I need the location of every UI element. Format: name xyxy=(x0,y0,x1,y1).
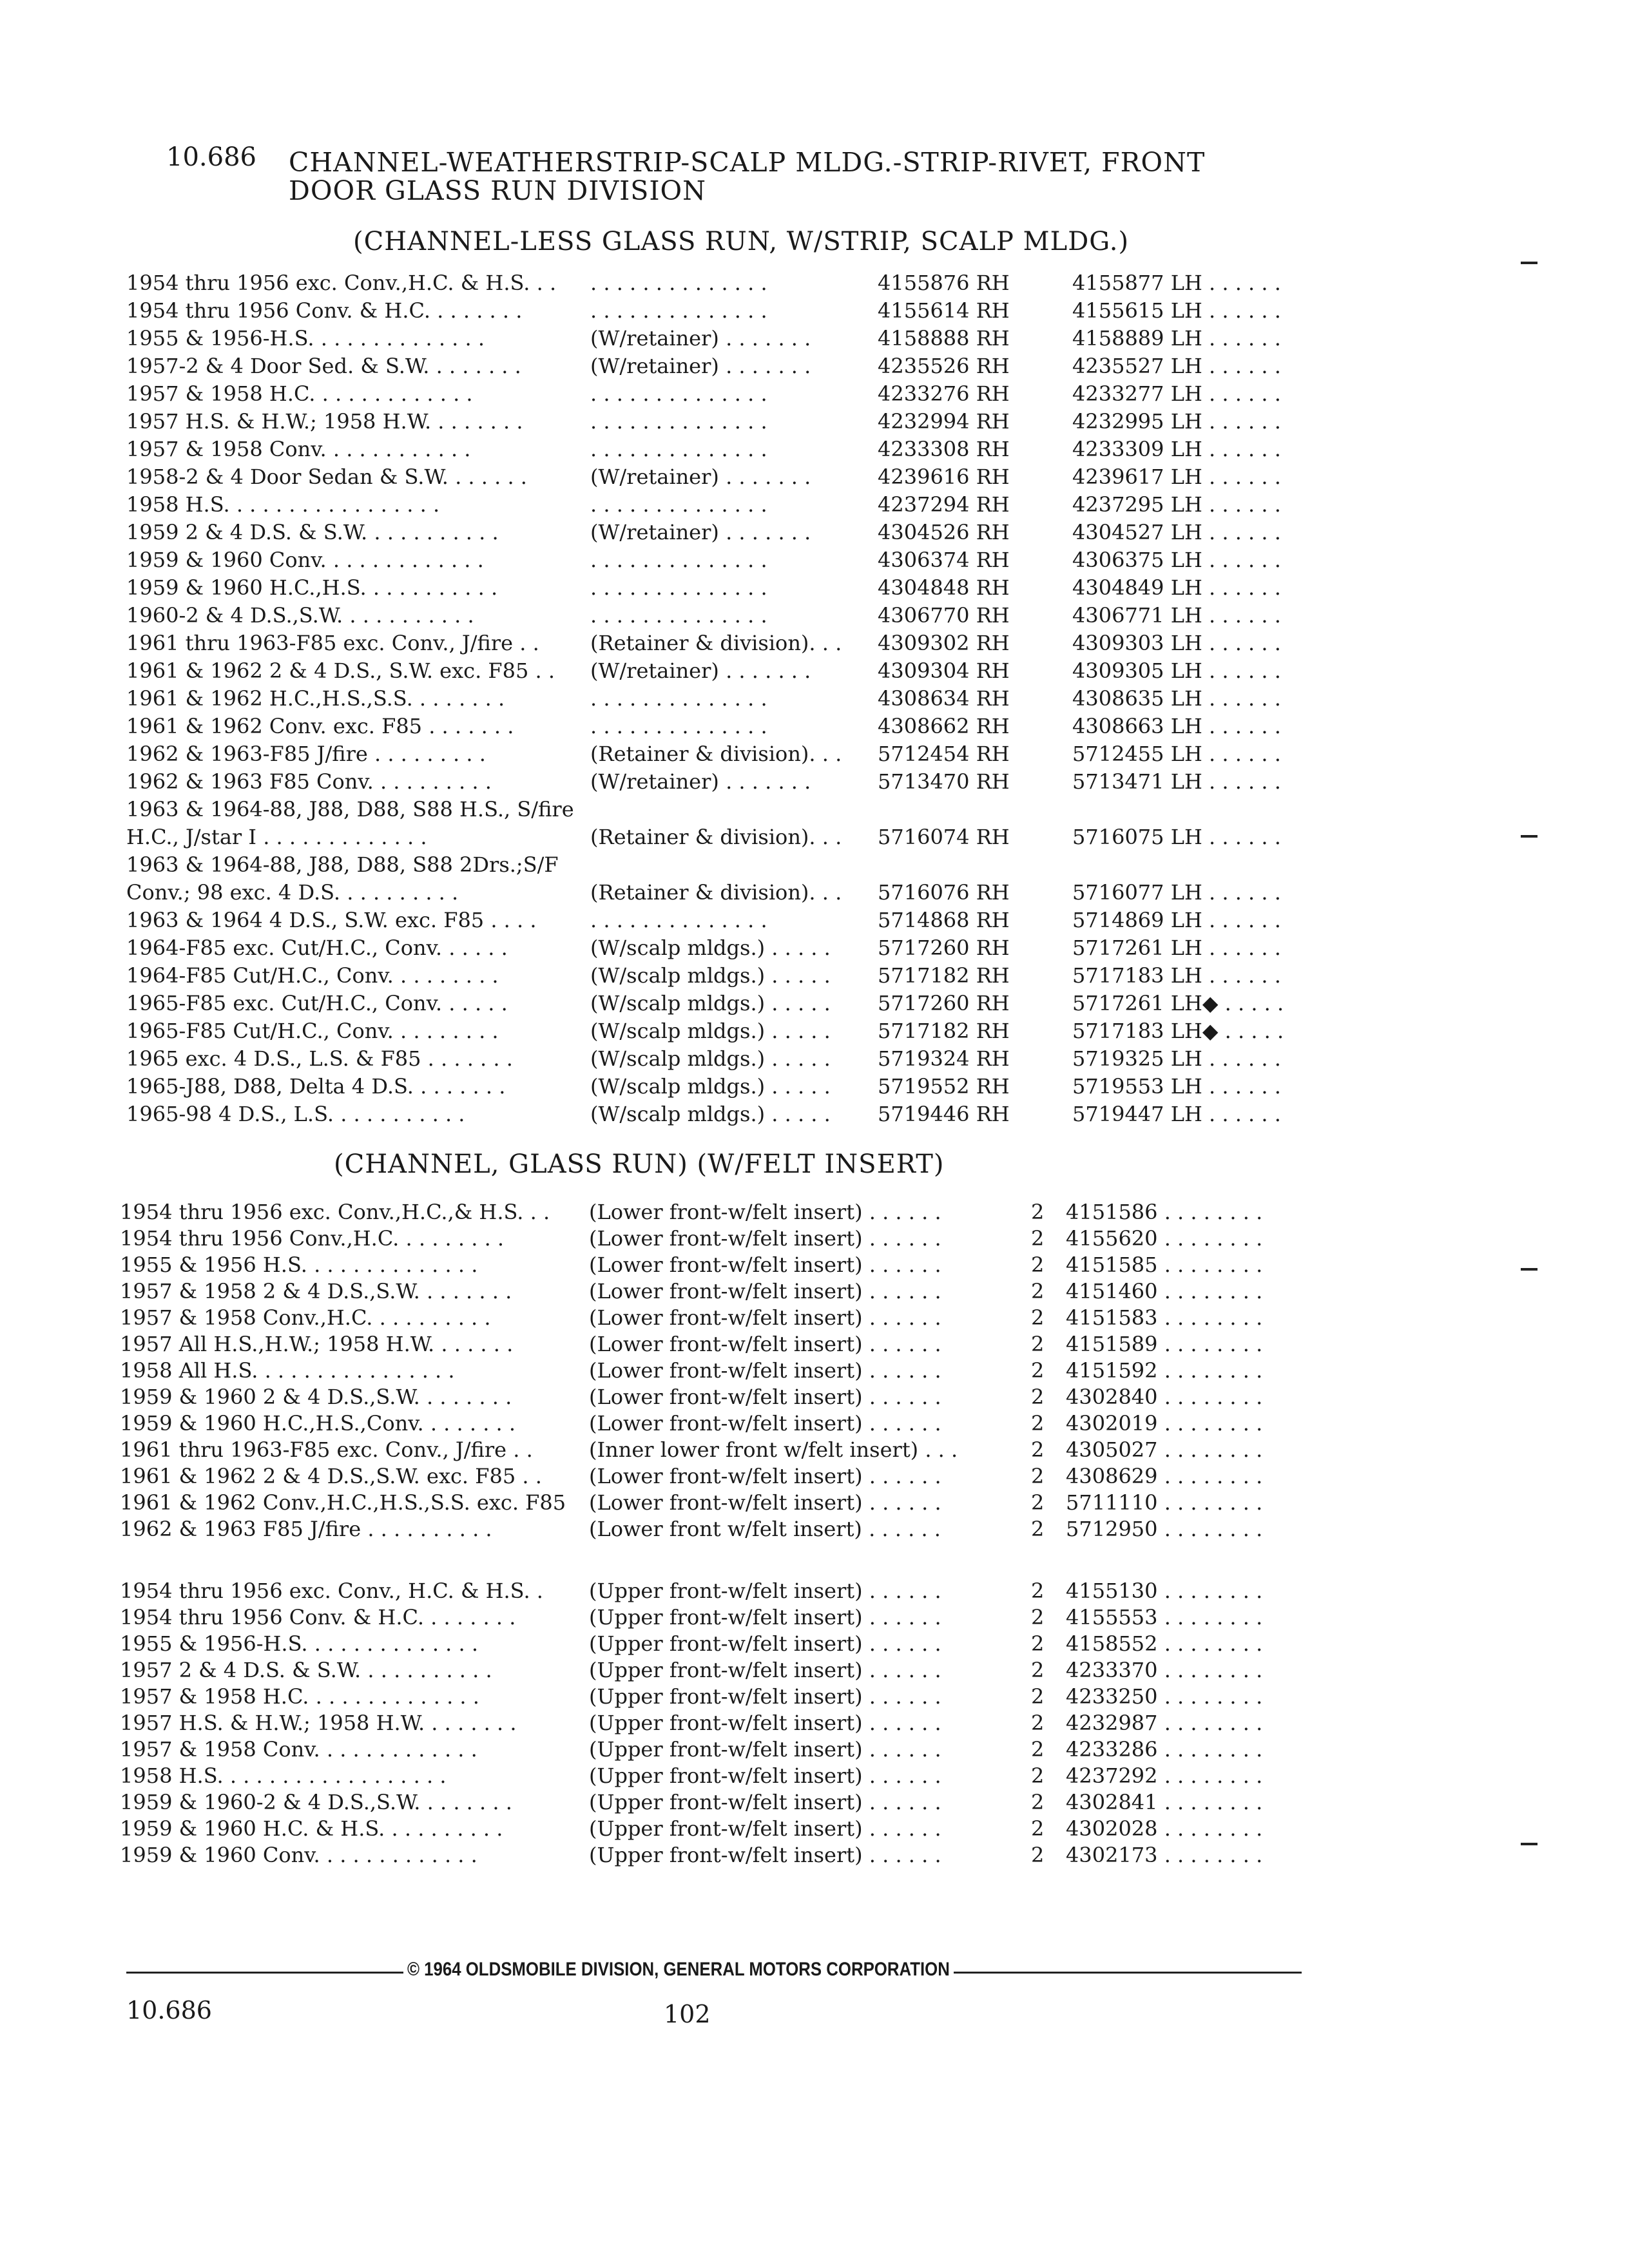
row-note: (Upper front-w/felt insert) . . . . . . xyxy=(589,1684,941,1709)
page-number: 102 xyxy=(664,2000,711,2028)
row-note: (W/retainer) . . . . . . . xyxy=(590,658,811,683)
row-quantity: 2 xyxy=(1031,1305,1045,1330)
row-model: 1958 H.S. . . . . . . . . . . . . . . . . . xyxy=(120,1763,447,1788)
row-model: 1965-F85 exc. Cut/H.C., Conv. . . . . . xyxy=(126,991,508,1015)
row-note: (W/retainer) . . . . . . . xyxy=(590,326,811,351)
row-model: 1959 & 1960 H.C. & H.S. . . . . . . . . . xyxy=(120,1816,503,1841)
row-model: 1959 & 1960-2 & 4 D.S.,S.W. . . . . . . . xyxy=(120,1790,512,1814)
row-model: 1964-F85 exc. Cut/H.C., Conv. . . . . . xyxy=(126,936,508,960)
table-row xyxy=(120,1790,1318,1816)
section2-title: (CHANNEL, GLASS RUN) (W/FELT INSERT) xyxy=(334,1149,945,1179)
row-part-number: 4155620 . . . . . . . . xyxy=(1066,1226,1263,1251)
row-note: . . . . . . . . . . . . . . xyxy=(590,686,767,711)
row-part-number: 4155130 . . . . . . . . xyxy=(1066,1579,1263,1603)
row-model: 1954 thru 1956 exc. Conv.,H.C. & H.S. . . xyxy=(126,271,557,295)
row-note: (Upper front-w/felt insert) . . . . . . xyxy=(589,1579,941,1603)
row-model: 1959 & 1960 2 & 4 D.S.,S.W. . . . . . . . xyxy=(120,1385,512,1409)
table-row xyxy=(126,908,1325,936)
row-part-number: 4151585 . . . . . . . . xyxy=(1066,1253,1263,1277)
row-rh-part: 4308634 RH xyxy=(878,686,1010,711)
row-model: 1957 H.S. & H.W.; 1958 H.W. . . . . . . . xyxy=(126,409,523,434)
row-rh-part: 5717260 RH xyxy=(878,991,1010,1015)
row-part-number: 5711110 . . . . . . . . xyxy=(1066,1490,1263,1515)
row-part-number: 4237292 . . . . . . . . xyxy=(1066,1763,1263,1788)
row-model: 1957 & 1958 2 & 4 D.S.,S.W. . . . . . . . xyxy=(120,1279,512,1303)
row-lh-part: 5717261 LH◆ . . . . . xyxy=(1072,991,1284,1015)
row-note: . . . . . . . . . . . . . . xyxy=(590,603,767,628)
row-lh-part: 4304849 LH . . . . . . xyxy=(1072,575,1281,600)
row-lh-part: 4233277 LH . . . . . . xyxy=(1072,381,1281,406)
row-rh-part: 5713470 RH xyxy=(878,769,1010,794)
row-note: (Lower front-w/felt insert) . . . . . . xyxy=(589,1226,941,1251)
row-note: (Upper front-w/felt insert) . . . . . . xyxy=(589,1605,941,1629)
row-model: 1959 2 & 4 D.S. & S.W. . . . . . . . . . . xyxy=(126,520,499,544)
row-quantity: 2 xyxy=(1031,1332,1045,1356)
table-row xyxy=(120,1737,1318,1763)
row-lh-part: 4309305 LH . . . . . . xyxy=(1072,658,1281,683)
row-lh-part: 5719447 LH . . . . . . xyxy=(1072,1102,1281,1126)
row-note: (Lower front-w/felt insert) . . . . . . xyxy=(589,1464,941,1488)
row-quantity: 2 xyxy=(1031,1385,1045,1409)
table-row xyxy=(120,1711,1318,1737)
row-part-number: 4151586 . . . . . . . . xyxy=(1066,1200,1263,1224)
row-model: 1961 thru 1963-F85 exc. Conv., J/fire . . xyxy=(120,1437,533,1462)
row-model-cont: H.C., J/star I . . . . . . . . . . . . . xyxy=(126,825,427,849)
row-part-number: 4232987 . . . . . . . . xyxy=(1066,1711,1263,1735)
row-part-number: 4302173 . . . . . . . . xyxy=(1066,1843,1263,1867)
row-lh-part: 5716075 LH . . . . . . xyxy=(1072,825,1281,849)
row-model: 1957 & 1958 Conv. . . . . . . . . . . . . xyxy=(120,1737,477,1762)
table-row xyxy=(120,1253,1318,1279)
row-model: 1954 thru 1956 Conv. & H.C. . . . . . . . xyxy=(126,298,523,323)
row-lh-part: 4304527 LH . . . . . . xyxy=(1072,520,1281,544)
table-row xyxy=(126,437,1325,465)
row-note: . . . . . . . . . . . . . . xyxy=(590,271,767,295)
section1-table xyxy=(126,271,1325,1129)
row-note: (Lower front-w/felt insert) . . . . . . xyxy=(589,1411,941,1436)
row-model: 1957 All H.S.,H.W.; 1958 H.W. . . . . . . xyxy=(120,1332,514,1356)
row-quantity: 2 xyxy=(1031,1490,1045,1515)
row-model: 1957 & 1958 Conv.,H.C. . . . . . . . . . xyxy=(120,1305,491,1330)
table-row xyxy=(126,714,1325,742)
row-model: 1957-2 & 4 Door Sed. & S.W. . . . . . . . xyxy=(126,354,521,378)
footer-rule-right xyxy=(954,1972,1302,1974)
row-model: 1959 & 1960 Conv. . . . . . . . . . . . . xyxy=(120,1843,477,1867)
row-quantity: 2 xyxy=(1031,1684,1045,1709)
row-part-number: 4151589 . . . . . . . . xyxy=(1066,1332,1263,1356)
row-part-number: 4305027 . . . . . . . . xyxy=(1066,1437,1263,1462)
row-quantity: 2 xyxy=(1031,1658,1045,1682)
table-row xyxy=(120,1200,1318,1226)
row-lh-part: 4308663 LH . . . . . . xyxy=(1072,714,1281,738)
row-quantity: 2 xyxy=(1031,1605,1045,1629)
row-lh-part: 4155615 LH . . . . . . xyxy=(1072,298,1281,323)
table-row xyxy=(126,326,1325,354)
row-lh-part: 4308635 LH . . . . . . xyxy=(1072,686,1281,711)
row-model: 1965-98 4 D.S., L.S. . . . . . . . . . . xyxy=(126,1102,465,1126)
row-quantity: 2 xyxy=(1031,1631,1045,1656)
row-lh-part: 5716077 LH . . . . . . xyxy=(1072,880,1281,905)
row-model: 1962 & 1963-F85 J/fire . . . . . . . . . xyxy=(126,742,486,766)
row-note: (Upper front-w/felt insert) . . . . . . xyxy=(589,1711,941,1735)
row-note: . . . . . . . . . . . . . . xyxy=(590,298,767,323)
row-note: . . . . . . . . . . . . . . xyxy=(590,908,767,932)
row-lh-part: 5717261 LH . . . . . . xyxy=(1072,936,1281,960)
heading-title-line1: CHANNEL-WEATHERSTRIP-SCALP MLDG.-STRIP-RIVET, FRONT xyxy=(289,147,1206,178)
table-row xyxy=(126,936,1325,963)
table-row xyxy=(120,1490,1318,1517)
table-row xyxy=(120,1358,1318,1385)
row-model: 1954 thru 1956 exc. Conv.,H.C.,& H.S. . . xyxy=(120,1200,550,1224)
row-rh-part: 4306374 RH xyxy=(878,548,1010,572)
row-note: (Lower front w/felt insert) . . . . . . xyxy=(589,1517,941,1541)
margin-mark xyxy=(1521,1843,1537,1845)
row-note: (W/retainer) . . . . . . . xyxy=(590,465,811,489)
table-row xyxy=(120,1411,1318,1437)
row-rh-part: 4308662 RH xyxy=(878,714,1010,738)
row-rh-part: 4158888 RH xyxy=(878,326,1010,351)
row-rh-part: 4309304 RH xyxy=(878,658,1010,683)
table-row xyxy=(126,271,1325,298)
row-model-cont: Conv.; 98 exc. 4 D.S. . . . . . . . . . xyxy=(126,880,459,905)
table-row xyxy=(126,769,1325,797)
section1-title: (CHANNEL-LESS GLASS RUN, W/STRIP, SCALP MLDG.) xyxy=(353,227,1130,256)
footer-copyright: © 1964 OLDSMOBILE DIVISION, GENERAL MOTORS CORPORATION xyxy=(407,1959,950,1980)
row-lh-part: 5717183 LH . . . . . . xyxy=(1072,963,1281,988)
row-model: 1961 & 1962 2 & 4 D.S.,S.W. exc. F85 . . xyxy=(120,1464,542,1488)
row-rh-part: 5717260 RH xyxy=(878,936,1010,960)
row-note: (Upper front-w/felt insert) . . . . . . xyxy=(589,1763,941,1788)
margin-mark xyxy=(1521,1268,1537,1271)
row-rh-part: 5716076 RH xyxy=(878,880,1010,905)
row-model: 1960-2 & 4 D.S.,S.W. . . . . . . . . . . xyxy=(126,603,474,628)
row-part-number: 4302840 . . . . . . . . xyxy=(1066,1385,1263,1409)
row-lh-part: 4306375 LH . . . . . . xyxy=(1072,548,1281,572)
row-model: 1965-F85 Cut/H.C., Conv. . . . . . . . . xyxy=(126,1019,499,1043)
row-lh-part: 4158889 LH . . . . . . xyxy=(1072,326,1281,351)
row-lh-part: 5719325 LH . . . . . . xyxy=(1072,1046,1281,1071)
table-row xyxy=(120,1437,1318,1464)
row-model: 1957 & 1958 H.C. . . . . . . . . . . . . xyxy=(126,381,473,406)
row-quantity: 2 xyxy=(1031,1279,1045,1303)
row-rh-part: 4232994 RH xyxy=(878,409,1010,434)
row-quantity: 2 xyxy=(1031,1843,1045,1867)
table-row xyxy=(126,548,1325,575)
row-model: 1963 & 1964-88, J88, D88, S88 H.S., S/fire xyxy=(126,797,574,822)
row-quantity: 2 xyxy=(1031,1517,1045,1541)
row-lh-part: 5712455 LH . . . . . . xyxy=(1072,742,1281,766)
row-part-number: 4308629 . . . . . . . . xyxy=(1066,1464,1263,1488)
row-quantity: 2 xyxy=(1031,1737,1045,1762)
row-part-number: 4302841 . . . . . . . . xyxy=(1066,1790,1263,1814)
row-note: (Lower front-w/felt insert) . . . . . . xyxy=(589,1358,941,1383)
row-lh-part: 5714869 LH . . . . . . xyxy=(1072,908,1281,932)
section3-table xyxy=(120,1579,1318,1869)
row-model: 1962 & 1963 F85 J/fire . . . . . . . . . . xyxy=(120,1517,492,1541)
row-model: 1959 & 1960 H.C.,H.S.,Conv. . . . . . . . xyxy=(120,1411,516,1436)
row-note: (W/scalp mldgs.) . . . . . xyxy=(590,1102,831,1126)
row-rh-part: 4155876 RH xyxy=(878,271,1010,295)
row-note: (W/scalp mldgs.) . . . . . xyxy=(590,936,831,960)
row-model: 1955 & 1956-H.S. . . . . . . . . . . . . . xyxy=(126,326,485,351)
row-note: (W/retainer) . . . . . . . xyxy=(590,354,811,378)
row-model: 1957 2 & 4 D.S. & S.W. . . . . . . . . . . xyxy=(120,1658,492,1682)
table-row xyxy=(126,631,1325,658)
row-note: (Lower front-w/felt insert) . . . . . . xyxy=(589,1332,941,1356)
table-row xyxy=(120,1464,1318,1490)
row-note: (Retainer & division). . . xyxy=(590,880,842,905)
row-lh-part: 4232995 LH . . . . . . xyxy=(1072,409,1281,434)
row-quantity: 2 xyxy=(1031,1816,1045,1841)
row-rh-part: 4306770 RH xyxy=(878,603,1010,628)
row-quantity: 2 xyxy=(1031,1226,1045,1251)
row-model: 1955 & 1956 H.S. . . . . . . . . . . . . . xyxy=(120,1253,478,1277)
row-lh-part: 4239617 LH . . . . . . xyxy=(1072,465,1281,489)
row-quantity: 2 xyxy=(1031,1411,1045,1436)
row-lh-part: 4237295 LH . . . . . . xyxy=(1072,492,1281,517)
table-row xyxy=(126,492,1325,520)
table-row xyxy=(126,409,1325,437)
row-rh-part: 5719324 RH xyxy=(878,1046,1010,1071)
row-rh-part: 5712454 RH xyxy=(878,742,1010,766)
row-part-number: 4302019 . . . . . . . . xyxy=(1066,1411,1263,1436)
row-lh-part: 4306771 LH . . . . . . xyxy=(1072,603,1281,628)
table-row xyxy=(120,1605,1318,1631)
row-part-number: 4151583 . . . . . . . . xyxy=(1066,1305,1263,1330)
row-lh-part: 4235527 LH . . . . . . xyxy=(1072,354,1281,378)
table-row xyxy=(126,1019,1325,1046)
row-model: 1958 H.S. . . . . . . . . . . . . . . . . xyxy=(126,492,440,517)
row-quantity: 2 xyxy=(1031,1790,1045,1814)
table-row xyxy=(126,603,1325,631)
table-row xyxy=(126,991,1325,1019)
row-note: . . . . . . . . . . . . . . xyxy=(590,575,767,600)
row-model: 1954 thru 1956 exc. Conv., H.C. & H.S. . xyxy=(120,1579,543,1603)
row-model: 1957 H.S. & H.W.; 1958 H.W. . . . . . . . xyxy=(120,1711,517,1735)
row-note: (Inner lower front w/felt insert) . . . xyxy=(589,1437,958,1462)
row-note: (Lower front-w/felt insert) . . . . . . xyxy=(589,1490,941,1515)
table-row xyxy=(126,686,1325,714)
row-quantity: 2 xyxy=(1031,1253,1045,1277)
row-part-number: 4158552 . . . . . . . . xyxy=(1066,1631,1263,1656)
table-row xyxy=(120,1816,1318,1843)
row-part-number: 4233286 . . . . . . . . xyxy=(1066,1737,1263,1762)
table-row xyxy=(126,298,1325,326)
table-row xyxy=(126,381,1325,409)
row-note: (W/retainer) . . . . . . . xyxy=(590,520,811,544)
row-model: 1961 thru 1963-F85 exc. Conv., J/fire . . xyxy=(126,631,539,655)
row-quantity: 2 xyxy=(1031,1358,1045,1383)
row-lh-part: 5713471 LH . . . . . . xyxy=(1072,769,1281,794)
row-note: (W/scalp mldgs.) . . . . . xyxy=(590,1046,831,1071)
row-rh-part: 4233308 RH xyxy=(878,437,1010,461)
row-part-number: 5712950 . . . . . . . . xyxy=(1066,1517,1263,1541)
table-row xyxy=(126,465,1325,492)
row-model: 1961 & 1962 2 & 4 D.S., S.W. exc. F85 . . xyxy=(126,658,555,683)
table-row xyxy=(126,852,1325,908)
row-note: (Upper front-w/felt insert) . . . . . . xyxy=(589,1658,941,1682)
table-row xyxy=(120,1305,1318,1332)
row-quantity: 2 xyxy=(1031,1464,1045,1488)
table-row xyxy=(120,1658,1318,1684)
row-note: . . . . . . . . . . . . . . xyxy=(590,548,767,572)
row-note: (Retainer & division). . . xyxy=(590,825,842,849)
row-model: 1954 thru 1956 Conv.,H.C. . . . . . . . . xyxy=(120,1226,505,1251)
section2-table xyxy=(120,1200,1318,1543)
row-model: 1959 & 1960 H.C.,H.S. . . . . . . . . . . xyxy=(126,575,498,600)
row-part-number: 4155553 . . . . . . . . xyxy=(1066,1605,1263,1629)
table-row xyxy=(120,1631,1318,1658)
row-model: 1961 & 1962 Conv. exc. F85 . . . . . . . xyxy=(126,714,514,738)
row-model: 1965 exc. 4 D.S., L.S. & F85 . . . . . . . xyxy=(126,1046,513,1071)
footer-section-number: 10.686 xyxy=(126,1996,212,2024)
row-lh-part: 5719553 LH . . . . . . xyxy=(1072,1074,1281,1099)
table-row xyxy=(126,1046,1325,1074)
row-quantity: 2 xyxy=(1031,1763,1045,1788)
table-row xyxy=(120,1385,1318,1411)
row-note: (W/scalp mldgs.) . . . . . xyxy=(590,963,831,988)
row-rh-part: 4239616 RH xyxy=(878,465,1010,489)
row-lh-part: 4155877 LH . . . . . . xyxy=(1072,271,1281,295)
table-row xyxy=(126,354,1325,381)
row-rh-part: 4309302 RH xyxy=(878,631,1010,655)
table-row xyxy=(126,1102,1325,1129)
margin-mark xyxy=(1521,835,1537,838)
table-row xyxy=(126,742,1325,769)
footer-rule-left xyxy=(126,1972,403,1974)
margin-mark xyxy=(1521,262,1537,264)
row-model: 1959 & 1960 Conv. . . . . . . . . . . . . xyxy=(126,548,484,572)
row-rh-part: 5717182 RH xyxy=(878,1019,1010,1043)
heading-title-line2: DOOR GLASS RUN DIVISION xyxy=(289,175,707,206)
row-rh-part: 4304526 RH xyxy=(878,520,1010,544)
row-note: (Upper front-w/felt insert) . . . . . . xyxy=(589,1843,941,1867)
row-model: 1964-F85 Cut/H.C., Conv. . . . . . . . . xyxy=(126,963,499,988)
row-note: (Retainer & division). . . xyxy=(590,631,842,655)
row-note: (Retainer & division). . . xyxy=(590,742,842,766)
row-note: . . . . . . . . . . . . . . xyxy=(590,381,767,406)
row-note: (Upper front-w/felt insert) . . . . . . xyxy=(589,1816,941,1841)
table-row xyxy=(120,1517,1318,1543)
row-rh-part: 4237294 RH xyxy=(878,492,1010,517)
row-note: (Lower front-w/felt insert) . . . . . . xyxy=(589,1305,941,1330)
row-model: 1961 & 1962 Conv.,H.C.,H.S.,S.S. exc. F85 xyxy=(120,1490,566,1515)
table-row xyxy=(120,1226,1318,1253)
table-row xyxy=(126,797,1325,852)
row-model: 1957 & 1958 H.C. . . . . . . . . . . . . . xyxy=(120,1684,479,1709)
row-lh-part: 4233309 LH . . . . . . xyxy=(1072,437,1281,461)
row-note: (Upper front-w/felt insert) . . . . . . xyxy=(589,1737,941,1762)
row-model: 1958-2 & 4 Door Sedan & S.W. . . . . . . xyxy=(126,465,527,489)
row-quantity: 2 xyxy=(1031,1437,1045,1462)
row-quantity: 2 xyxy=(1031,1711,1045,1735)
row-lh-part: 4309303 LH . . . . . . xyxy=(1072,631,1281,655)
row-note: (Lower front-w/felt insert) . . . . . . xyxy=(589,1385,941,1409)
row-model: 1962 & 1963 F85 Conv. . . . . . . . . . xyxy=(126,769,492,794)
table-row xyxy=(120,1279,1318,1305)
row-note: (Lower front-w/felt insert) . . . . . . xyxy=(589,1279,941,1303)
row-part-number: 4233250 . . . . . . . . xyxy=(1066,1684,1263,1709)
table-row xyxy=(120,1332,1318,1358)
table-row xyxy=(120,1763,1318,1790)
row-rh-part: 4155614 RH xyxy=(878,298,1010,323)
heading-number: 10.686 xyxy=(166,142,256,172)
row-model: 1958 All H.S. . . . . . . . . . . . . . . . xyxy=(120,1358,455,1383)
table-row xyxy=(126,520,1325,548)
row-part-number: 4151460 . . . . . . . . xyxy=(1066,1279,1263,1303)
table-row xyxy=(126,575,1325,603)
row-note: . . . . . . . . . . . . . . xyxy=(590,714,767,738)
row-note: . . . . . . . . . . . . . . xyxy=(590,409,767,434)
row-note: (W/scalp mldgs.) . . . . . xyxy=(590,1074,831,1099)
row-note: (Upper front-w/felt insert) . . . . . . xyxy=(589,1790,941,1814)
row-rh-part: 4304848 RH xyxy=(878,575,1010,600)
table-row xyxy=(120,1579,1318,1605)
row-rh-part: 5719552 RH xyxy=(878,1074,1010,1099)
table-row xyxy=(126,658,1325,686)
row-model: 1954 thru 1956 Conv. & H.C. . . . . . . . xyxy=(120,1605,516,1629)
row-note: (Lower front-w/felt insert) . . . . . . xyxy=(589,1253,941,1277)
table-row xyxy=(120,1684,1318,1711)
row-model: 1957 & 1958 Conv. . . . . . . . . . . . xyxy=(126,437,471,461)
table-row xyxy=(120,1843,1318,1869)
row-rh-part: 5714868 RH xyxy=(878,908,1010,932)
row-part-number: 4151592 . . . . . . . . xyxy=(1066,1358,1263,1383)
row-note: . . . . . . . . . . . . . . xyxy=(590,437,767,461)
row-model: 1955 & 1956-H.S. . . . . . . . . . . . . . xyxy=(120,1631,479,1656)
row-quantity: 2 xyxy=(1031,1579,1045,1603)
row-model: 1963 & 1964-88, J88, D88, S88 2Drs.;S/F xyxy=(126,852,559,877)
row-note: (W/retainer) . . . . . . . xyxy=(590,769,811,794)
row-note: (Lower front-w/felt insert) . . . . . . xyxy=(589,1200,941,1224)
row-rh-part: 5717182 RH xyxy=(878,963,1010,988)
row-note: (W/scalp mldgs.) . . . . . xyxy=(590,1019,831,1043)
table-row xyxy=(126,963,1325,991)
table-row xyxy=(126,1074,1325,1102)
row-model: 1963 & 1964 4 D.S., S.W. exc. F85 . . . . xyxy=(126,908,537,932)
row-note: (Upper front-w/felt insert) . . . . . . xyxy=(589,1631,941,1656)
row-rh-part: 5716074 RH xyxy=(878,825,1010,849)
row-rh-part: 5719446 RH xyxy=(878,1102,1010,1126)
row-part-number: 4302028 . . . . . . . . xyxy=(1066,1816,1263,1841)
row-note: . . . . . . . . . . . . . . xyxy=(590,492,767,517)
row-rh-part: 4233276 RH xyxy=(878,381,1010,406)
row-quantity: 2 xyxy=(1031,1200,1045,1224)
row-part-number: 4233370 . . . . . . . . xyxy=(1066,1658,1263,1682)
row-rh-part: 4235526 RH xyxy=(878,354,1010,378)
row-lh-part: 5717183 LH◆ . . . . . xyxy=(1072,1019,1284,1043)
row-model: 1961 & 1962 H.C.,H.S.,S.S. . . . . . . . xyxy=(126,686,505,711)
row-note: (W/scalp mldgs.) . . . . . xyxy=(590,991,831,1015)
row-model: 1965-J88, D88, Delta 4 D.S. . . . . . . . xyxy=(126,1074,506,1099)
